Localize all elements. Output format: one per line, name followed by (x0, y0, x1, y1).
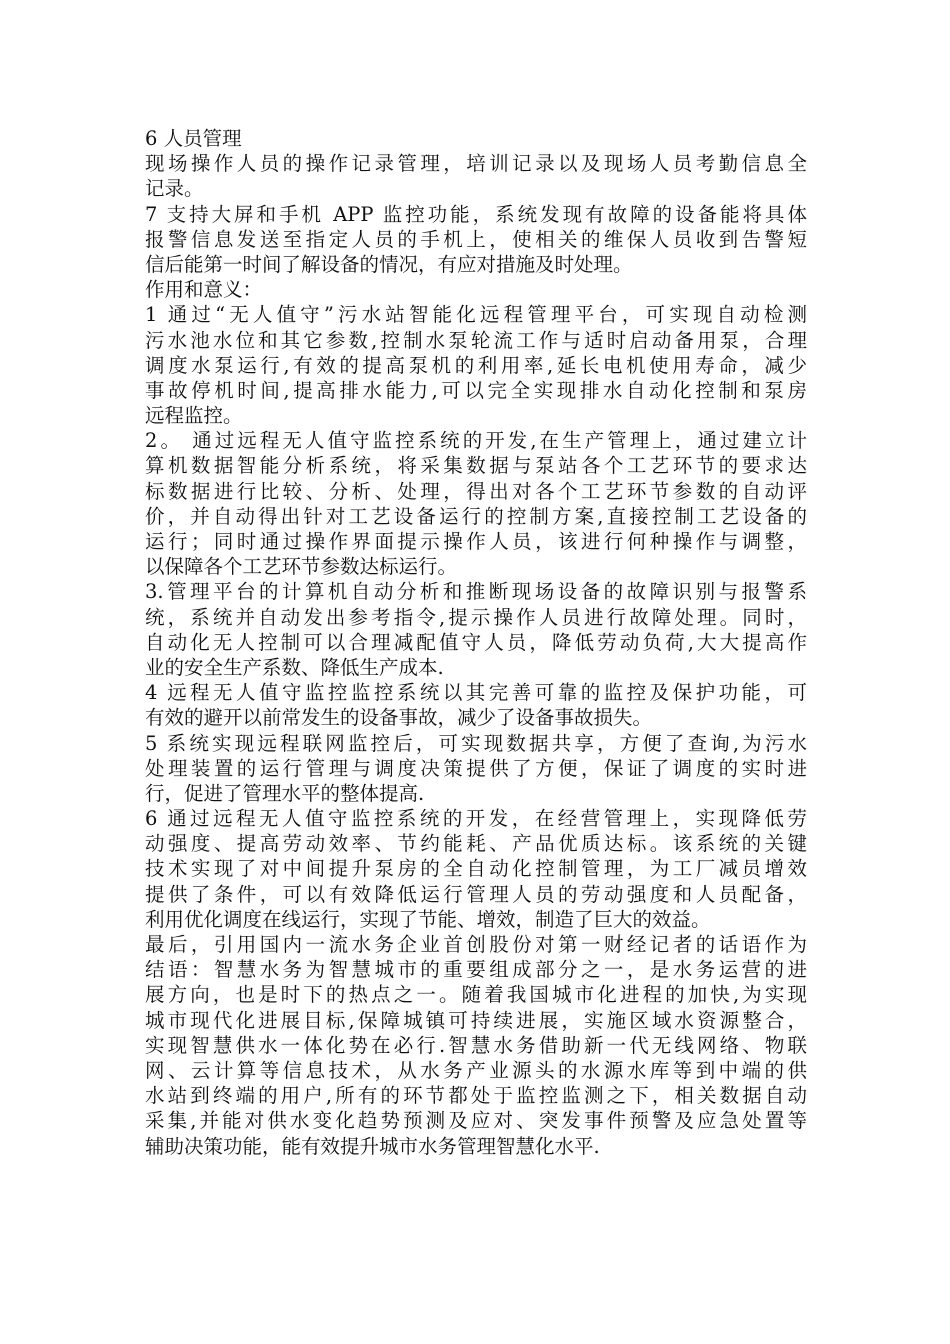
text-line: 1 通过“无人值守”污水站智能化远程管理平台，可实现自动检测 (145, 303, 807, 327)
text-line: 5 系统实现远程联网监控后，可实现数据共享，方便了查询,为污水 (145, 731, 807, 755)
text-line: 采集,并能对供水变化趋势预测及应对、突发事件预警及应急处置等 (145, 1109, 807, 1133)
text-line: 事故停机时间,提高排水能力,可以完全实现排水自动化控制和泵房 (145, 378, 807, 402)
text-line: 6 通过远程无人值守监控系统的开发，在经营管理上，实现降低劳 (145, 807, 807, 831)
text-line: 有效的避开以前常发生的设备事故，减少了设备事故损失。 (145, 706, 653, 730)
text-line: 3.管理平台的计算机自动分析和推断现场设备的故障识别与报警系 (145, 580, 807, 604)
text-line: 污水池水位和其它参数,控制水泵轮流工作与适时启动备用泵，合理 (145, 328, 807, 352)
text-line: 结语：智慧水务为智慧城市的重要组成部分之一，是水务运营的进 (145, 958, 807, 982)
text-line: 7 支持大屏和手机 APP 监控功能，系统发现有故障的设备能将具体 (145, 202, 807, 226)
text-line: 统，系统并自动发出参考指令,提示操作人员进行故障处理。同时， (145, 605, 807, 629)
text-line: 处理装置的运行管理与调度决策提供了方便，保证了调度的实时进 (145, 756, 807, 780)
text-line: 记录。 (145, 177, 204, 201)
text-line: 报警信息发送至指定人员的手机上，使相关的维保人员收到告警短 (145, 227, 807, 251)
text-line: 6 人员管理 (145, 127, 242, 150)
text-line: 标数据进行比较、分析、处理，得出对各个工艺环节参数的自动评 (145, 479, 807, 503)
text-line: 水站到终端的用户,所有的环节都处于监控监测之下，相关数据自动 (145, 1084, 807, 1108)
text-line: 以保障各个工艺环节参数达标运行。 (145, 555, 458, 579)
text-line: 业的安全生产系数、降低生产成本. (145, 655, 444, 679)
text-line: 4 远程无人值守监控监控系统以其完善可靠的监控及保护功能，可 (145, 681, 807, 705)
text-line: 自动化无人控制可以合理减配值守人员，降低劳动负荷,大大提高作 (145, 630, 807, 654)
text-line: 调度水泵运行,有效的提高泵机的利用率,延长电机使用寿命，减少 (145, 353, 807, 377)
text-line: 实现智慧供水一体化势在必行.智慧水务借助新一代无线网络、物联 (145, 1033, 807, 1057)
text-line: 现场操作人员的操作记录管理，培训记录以及现场人员考勤信息全 (145, 152, 807, 176)
text-line: 价，并自动得出针对工艺设备运行的控制方案,直接控制工艺设备的 (145, 504, 807, 528)
text-line: 辅助决策功能，能有效提升城市水务管理智慧化水平. (145, 1134, 600, 1158)
text-line: 行，促进了管理水平的整体提高. (145, 781, 425, 805)
text-line: 2。 通过远程无人值守监控系统的开发,在生产管理上，通过建立计 (145, 429, 807, 453)
text-line: 远程监控。 (145, 404, 243, 428)
text-line: 利用优化调度在线运行，实现了节能、增效，制造了巨大的效益。 (145, 907, 711, 931)
text-line: 作用和意义： (145, 278, 263, 302)
text-line: 运行；同时通过操作界面提示操作人员，该进行何种操作与调整， (145, 530, 807, 553)
text-line: 城市现代化进展目标,保障城镇可持续进展，实施区域水资源整合， (145, 1008, 807, 1032)
document-body (145, 126, 807, 1159)
text-line: 展方向，也是时下的热点之一。随着我国城市化进程的加快,为实现 (145, 983, 807, 1007)
text-line: 技术实现了对中间提升泵房的全自动化控制管理，为工厂减员增效 (145, 857, 807, 881)
text-line: 最后，引用国内一流水务企业首创股份对第一财经记者的话语作为 (145, 933, 807, 956)
text-line: 动强度、提高劳动效率、节约能耗、产品优质达标。该系统的关键 (145, 832, 807, 856)
text-line: 提供了条件，可以有效降低运行管理人员的劳动强度和人员配备， (145, 882, 807, 906)
text-line: 信后能第一时间了解设备的情况，有应对措施及时处理。 (145, 252, 633, 276)
text-line: 算机数据智能分析系统，将采集数据与泵站各个工艺环节的要求达 (145, 454, 807, 478)
text-line: 网、云计算等信息技术，从水务产业源头的水源水库等到中端的供 (145, 1058, 807, 1082)
